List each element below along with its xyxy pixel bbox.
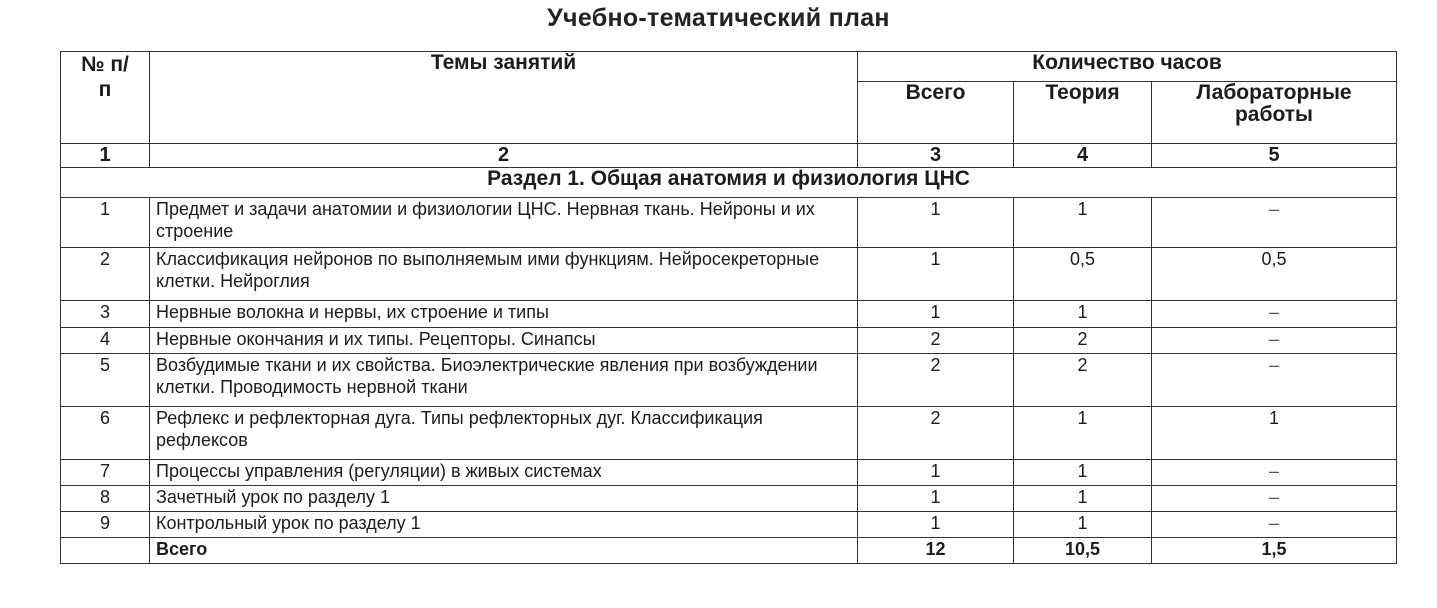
- header-num: № п/п: [61, 52, 150, 144]
- row-theory: 0,5: [1014, 248, 1152, 301]
- row-labs: –: [1152, 512, 1397, 538]
- table-row: [61, 301, 1397, 328]
- section-title: Раздел 1. Общая анатомия и физиология ЦНС: [61, 168, 1397, 198]
- row-total: 2: [858, 407, 1014, 460]
- totals-label: Всего: [150, 538, 858, 564]
- row-total: 1: [858, 486, 1014, 512]
- row-topic: Предмет и задачи анатомии и физиологии ЦНС. Нервная ткань. Нейроны и их строение: [150, 198, 858, 248]
- row-theory: 2: [1014, 354, 1152, 407]
- row-num: 9: [61, 512, 150, 538]
- column-number: 5: [1152, 144, 1397, 168]
- column-number: 4: [1014, 144, 1152, 168]
- totals-theory: 10,5: [1014, 538, 1152, 564]
- row-num: 2: [61, 248, 150, 301]
- row-labs: –: [1152, 354, 1397, 407]
- column-number: 1: [61, 144, 150, 168]
- totals-row: [61, 538, 1397, 564]
- row-num: 8: [61, 486, 150, 512]
- row-labs: –: [1152, 328, 1397, 354]
- row-topic: Возбудимые ткани и их свойства. Биоэлектрические явления при возбуждении клетки. Проводимость нервной ткани: [150, 354, 858, 407]
- table-row: [61, 486, 1397, 512]
- row-theory: 1: [1014, 512, 1152, 538]
- header-labs: Лабораторные работы: [1152, 82, 1397, 144]
- table-row: [61, 248, 1397, 301]
- table-row: [61, 198, 1397, 248]
- header-total: Всего: [858, 82, 1014, 144]
- row-theory: 1: [1014, 486, 1152, 512]
- row-topic: Контрольный урок по разделу 1: [150, 512, 858, 538]
- row-labs: 1: [1152, 407, 1397, 460]
- row-topic: Зачетный урок по разделу 1: [150, 486, 858, 512]
- row-topic: Рефлекс и рефлекторная дуга. Типы рефлекторных дуг. Классификация рефлексов: [150, 407, 858, 460]
- totals-total: 12: [858, 538, 1014, 564]
- document-title: Учебно-тематический план: [547, 4, 890, 32]
- row-theory: 1: [1014, 407, 1152, 460]
- row-topic: Классификация нейронов по выполняемым ими функциям. Нейросекреторные клетки. Нейроглия: [150, 248, 858, 301]
- row-labs: –: [1152, 301, 1397, 328]
- totals-labs: 1,5: [1152, 538, 1397, 564]
- table-row: [61, 354, 1397, 407]
- row-num: 3: [61, 301, 150, 328]
- row-theory: 1: [1014, 198, 1152, 248]
- column-numbers-row: [61, 144, 1397, 168]
- row-theory: 2: [1014, 328, 1152, 354]
- table-row: [61, 407, 1397, 460]
- table-row: [61, 328, 1397, 354]
- table-row: [61, 460, 1397, 486]
- row-total: 2: [858, 328, 1014, 354]
- header-row-top: [61, 52, 1397, 82]
- header-topics: Темы занятий: [150, 52, 858, 144]
- row-total: 1: [858, 248, 1014, 301]
- column-number: 3: [858, 144, 1014, 168]
- row-labs: –: [1152, 460, 1397, 486]
- totals-empty-cell: [61, 538, 150, 564]
- row-num: 6: [61, 407, 150, 460]
- row-labs: –: [1152, 486, 1397, 512]
- row-topic: Нервные волокна и нервы, их строение и типы: [150, 301, 858, 328]
- row-labs: –: [1152, 198, 1397, 248]
- row-total: 2: [858, 354, 1014, 407]
- column-number: 2: [150, 144, 858, 168]
- curriculum-table: [60, 51, 1397, 564]
- row-num: 4: [61, 328, 150, 354]
- row-theory: 1: [1014, 301, 1152, 328]
- row-total: 1: [858, 198, 1014, 248]
- row-topic: Нервные окончания и их типы. Рецепторы. Синапсы: [150, 328, 858, 354]
- row-num: 7: [61, 460, 150, 486]
- row-labs: 0,5: [1152, 248, 1397, 301]
- row-num: 1: [61, 198, 150, 248]
- section-row: [61, 168, 1397, 198]
- row-total: 1: [858, 301, 1014, 328]
- header-hours: Количество часов: [858, 52, 1397, 82]
- row-topic: Процессы управления (регуляции) в живых системах: [150, 460, 858, 486]
- row-num: 5: [61, 354, 150, 407]
- row-theory: 1: [1014, 460, 1152, 486]
- row-total: 1: [858, 460, 1014, 486]
- header-theory: Теория: [1014, 82, 1152, 144]
- table-row: [61, 512, 1397, 538]
- row-total: 1: [858, 512, 1014, 538]
